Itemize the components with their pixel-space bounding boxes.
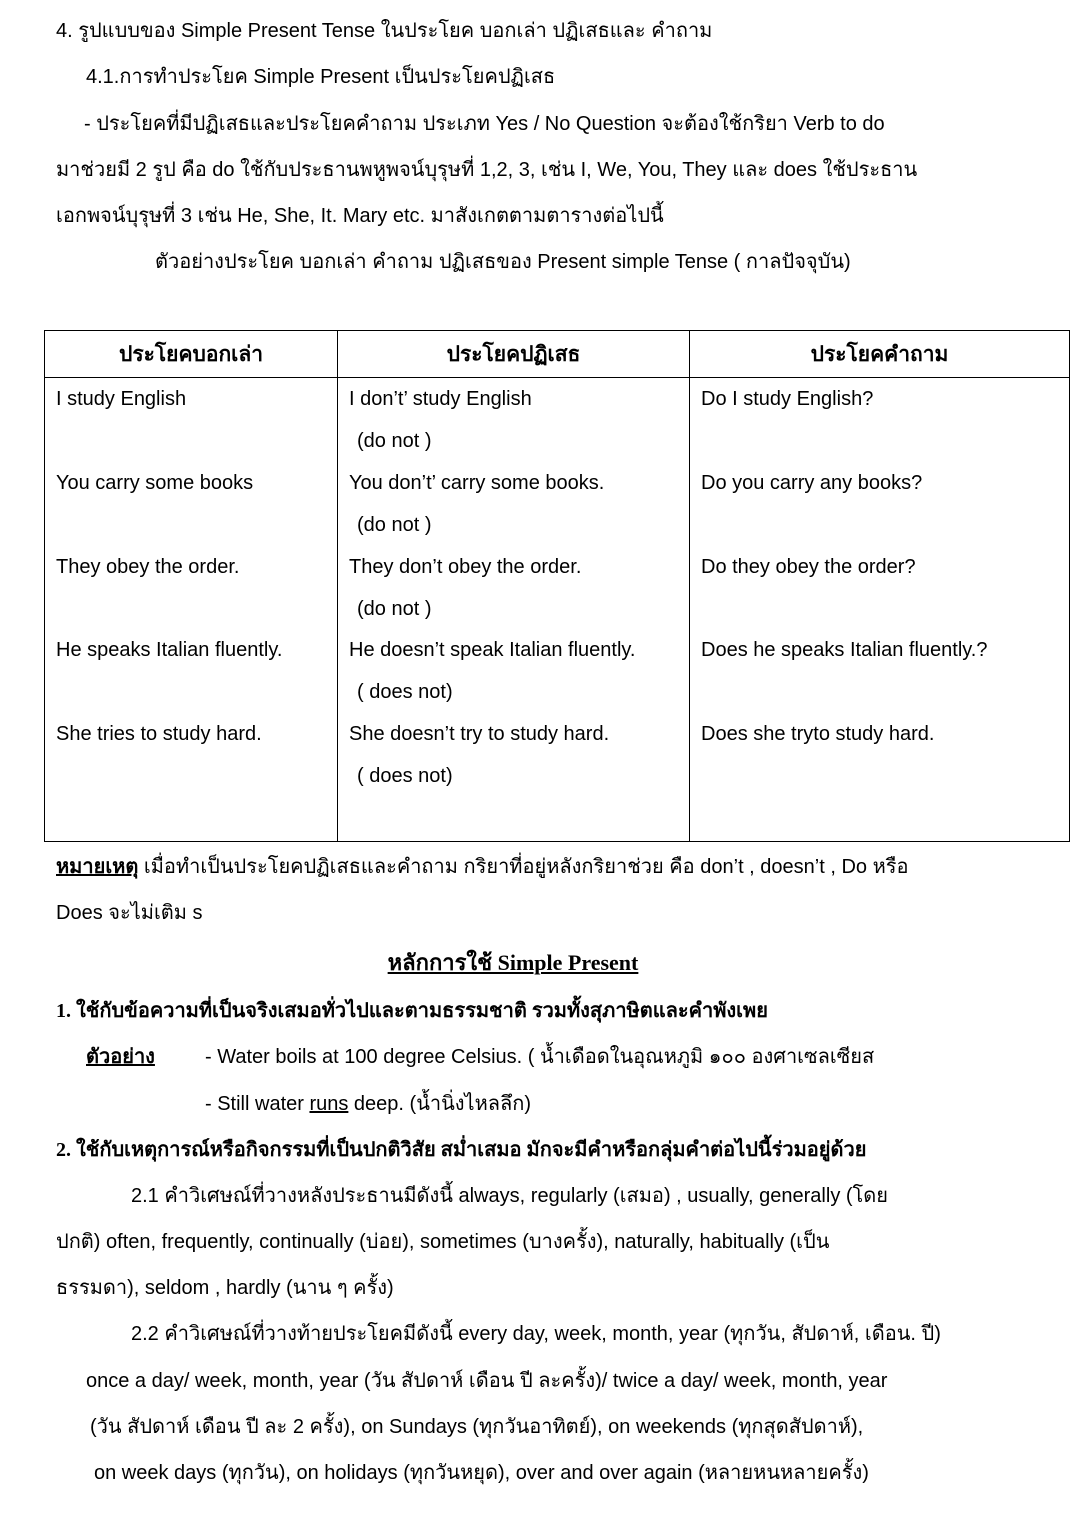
affirmative-sentence: You carry some books (56, 472, 254, 494)
table-header-row (45, 331, 1070, 378)
header-question: ประโยคคำถาม (690, 331, 1070, 378)
example-2-underlined: runs (309, 1093, 349, 1115)
question-sentence: Do they obey the order? (701, 556, 916, 578)
note-text: เมื่อทำเป็นประโยคปฏิเสธและคำถาม กริยาที่อยู่หลังกริยาช่วย คือ don’t , doesn’t , Do หรือ (138, 856, 909, 878)
negative-sentence: She doesn’t try to study hard. (349, 723, 610, 745)
question-column (690, 378, 1070, 842)
negative-note: ( does not) (357, 765, 453, 787)
negative-note: (do not ) (357, 514, 432, 536)
negative-sentence: I don’t’ study English (349, 388, 532, 410)
subsection-heading: 4.1.การทำประโยค Simple Present เป็นประโยคปฏิเสธ (86, 66, 556, 88)
negative-note: ( does not) (357, 681, 453, 703)
question-sentence: Do you carry any books? (701, 472, 923, 494)
note-line (56, 854, 909, 880)
example-1: - Water boils at 100 degree Celsius. ( น้ำเดือดในอุณหภูมิ ๑๐๐ องศาเซลเซียส (205, 1046, 875, 1068)
note-label: หมายเหตุ (56, 856, 139, 878)
header-affirmative: ประโยคบอกเล่า (45, 331, 338, 378)
negative-sentence: He doesn’t speak Italian fluently. (349, 639, 636, 661)
negative-note: (do not ) (357, 430, 432, 452)
header-negative: ประโยคปฏิเสธ (338, 331, 690, 378)
paragraph-line: - ประโยคที่มีปฏิเสธและประโยคคำถาม ประเภท Yes / No Question จะต้องใช้กริยา Verb to do (84, 113, 885, 135)
rule-2-2-line: 2.2 คำวิเศษณ์ที่วางท้ายประโยคมีดังนี้ every day, week, month, year (ทุกวัน, สัปดาห์, เดือน. ปี) (131, 1323, 941, 1345)
example-2-post: deep. (น้ำนิ่งไหลลึก) (348, 1093, 532, 1115)
section-heading: 4. รูปแบบของ Simple Present Tense ในประโยค บอกเล่า ปฏิเสธและ คำถาม (56, 20, 713, 42)
negative-sentence: You don’t’ carry some books. (349, 472, 605, 494)
note-line-2: Does จะไม่เติม s (56, 902, 203, 924)
section-title (0, 950, 1076, 976)
affirmative-sentence: He speaks Italian fluently. (56, 639, 283, 661)
question-sentence: Does he speaks Italian fluently.? (701, 639, 988, 661)
rule-1: 1. ใช้กับข้อความที่เป็นจริงเสมอทั่วไปและตามธรรมชาติ รวมทั้งสุภาษิตและคำพังเพย (56, 1000, 768, 1022)
question-sentence: Does she tryto study hard. (701, 723, 935, 745)
question-sentence: Do I study English? (701, 388, 874, 410)
table-body-row (45, 378, 1070, 842)
section-title-text: หลักการใช้ Simple Present (387, 950, 639, 975)
negative-note: (do not ) (357, 598, 432, 620)
paragraph-line: เอกพจน์บุรุษที่ 3 เช่น He, She, It. Mary etc. มาสังเกตตามตารางต่อไปนี้ (56, 205, 664, 227)
rule-2-1-line: ปกติ) often, frequently, continually (บ่อย), sometimes (บางครั้ง), naturally, habitually (เป็น (56, 1231, 830, 1253)
affirmative-sentence: I study English (56, 388, 187, 410)
example-label: ตัวอย่าง (86, 1046, 155, 1068)
example-2 (205, 1091, 531, 1117)
affirmative-sentence: They obey the order. (56, 556, 240, 578)
tense-table (44, 330, 1070, 842)
rule-2-2-line: once a day/ week, month, year (วัน สัปดาห์ เดือน ปี ละครั้ง)/ twice a day/ week, month, year (86, 1370, 888, 1392)
negative-column (338, 378, 690, 842)
negative-sentence: They don’t obey the order. (349, 556, 582, 578)
table-caption: ตัวอย่างประโยค บอกเล่า คำถาม ปฏิเสธของ Present simple Tense ( กาลปัจจุบัน) (155, 251, 851, 273)
paragraph-line: มาช่วยมี 2 รูป คือ do ใช้กับประธานพหูพจน์บุรุษที่ 1,2, 3, เช่น I, We, You, They และ does ใช้ประธาน (56, 159, 918, 181)
example-2-pre: - Still water (205, 1093, 310, 1115)
rule-2-1-line: ธรรมดา), seldom , hardly (นาน ๆ ครั้ง) (56, 1277, 394, 1299)
affirmative-column (45, 378, 338, 842)
affirmative-sentence: She tries to study hard. (56, 723, 262, 745)
rule-2-1-line: 2.1 คำวิเศษณ์ที่วางหลังประธานมีดังนี้ always, regularly (เสมอ) , usually, generally (โดย (131, 1185, 888, 1207)
rule-2-2-line: (วัน สัปดาห์ เดือน ปี ละ 2 ครั้ง), on Sundays (ทุกวันอาทิตย์), on weekends (ทุกสุดสัปดาห์), (90, 1416, 864, 1438)
rule-2-2-line: on week days (ทุกวัน), on holidays (ทุกวันหยุด), over and over again (หลายหนหลายครั้ง) (94, 1462, 869, 1484)
rule-2: 2. ใช้กับเหตุการณ์หรือกิจกรรมที่เป็นปกติวิสัย สม่ำเสมอ มักจะมีคำหรือกลุ่มคำต่อไปนี้ร่วมอยู่ด้วย (56, 1139, 867, 1161)
